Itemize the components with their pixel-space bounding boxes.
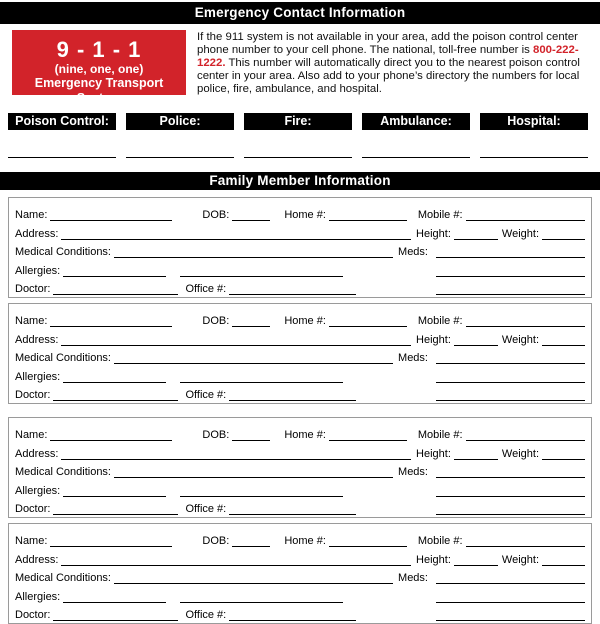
name-fill-line[interactable] <box>50 220 172 221</box>
meds-fill-line[interactable] <box>436 363 585 364</box>
address-fill-line[interactable] <box>61 239 411 240</box>
hospital-fill-line[interactable] <box>480 157 588 158</box>
office-phone-fill-line[interactable] <box>229 400 356 401</box>
police-fill-line[interactable] <box>126 157 234 158</box>
mobile-phone-fill-line[interactable] <box>466 440 585 441</box>
height-label: Height: <box>416 333 451 346</box>
doctor-fill-line[interactable] <box>53 400 178 401</box>
dob-label: DOB: <box>202 315 230 328</box>
section-header-emergency-title: Emergency Contact Information <box>194 5 406 20</box>
office-phone-label: Office #: <box>185 609 227 622</box>
height-label: Height: <box>416 447 451 460</box>
mobile-phone-fill-line[interactable] <box>466 326 585 327</box>
poison-control-fill-line[interactable] <box>8 157 116 158</box>
allergies-fill-line-2[interactable] <box>180 496 343 497</box>
meds-fill-line-3[interactable] <box>436 620 585 621</box>
poison-control-phone-number: 800-222-1222. <box>197 44 579 70</box>
name-label: Name: <box>15 315 48 328</box>
home-phone-fill-line[interactable] <box>329 220 407 221</box>
allergies-fill-line[interactable] <box>63 382 166 383</box>
office-phone-fill-line[interactable] <box>229 294 356 295</box>
family-member-block <box>8 523 592 624</box>
poison-control-label: Poison Control: <box>8 113 116 130</box>
allergies-fill-line[interactable] <box>63 602 166 603</box>
address-label: Address: <box>15 227 59 240</box>
member-row-identity <box>15 423 585 442</box>
allergies-fill-line[interactable] <box>63 276 166 277</box>
name-label: Name: <box>15 429 48 442</box>
weight-fill-line[interactable] <box>542 565 585 566</box>
office-phone-label: Office #: <box>185 389 227 402</box>
height-label: Height: <box>416 553 451 566</box>
weight-fill-line[interactable] <box>542 345 585 346</box>
dob-fill-line[interactable] <box>232 220 270 221</box>
section-header-family <box>0 172 600 190</box>
home-phone-label: Home #: <box>284 315 326 328</box>
mobile-phone-fill-line[interactable] <box>466 546 585 547</box>
allergies-fill-line-2[interactable] <box>180 276 343 277</box>
address-fill-line[interactable] <box>61 565 411 566</box>
meds-fill-line-2[interactable] <box>436 496 585 497</box>
name-fill-line[interactable] <box>50 440 172 441</box>
member-row-doctor <box>15 604 585 623</box>
office-phone-fill-line[interactable] <box>229 514 356 515</box>
hospital-label: Hospital: <box>480 113 588 130</box>
medical-conditions-label: Medical Conditions: <box>15 572 111 585</box>
fire-label: Fire: <box>244 113 352 130</box>
mobile-phone-label: Mobile #: <box>417 209 463 222</box>
member-row-address <box>15 442 585 461</box>
medical-conditions-label: Medical Conditions: <box>15 246 111 259</box>
dob-label: DOB: <box>202 535 230 548</box>
meds-fill-line[interactable] <box>436 583 585 584</box>
meds-fill-line-3[interactable] <box>436 400 585 401</box>
dob-label: DOB: <box>202 209 230 222</box>
address-fill-line[interactable] <box>61 345 411 346</box>
police-label: Police: <box>126 113 234 130</box>
family-member-block <box>8 197 592 298</box>
911-words: (nine, one, one) <box>54 62 144 76</box>
allergies-fill-line-2[interactable] <box>180 602 343 603</box>
member-row-medical <box>15 461 585 480</box>
contact-col-hospital <box>480 113 588 158</box>
medical-conditions-fill-line[interactable] <box>114 477 393 478</box>
meds-fill-line-3[interactable] <box>436 514 585 515</box>
allergies-label: Allergies: <box>15 370 61 383</box>
meds-fill-line[interactable] <box>436 257 585 258</box>
height-fill-line[interactable] <box>454 345 498 346</box>
fire-fill-line[interactable] <box>244 157 352 158</box>
dob-fill-line[interactable] <box>232 546 270 547</box>
poison-control-instructions <box>197 31 596 96</box>
weight-fill-line[interactable] <box>542 459 585 460</box>
member-row-address <box>15 328 585 347</box>
section-header-family-title: Family Member Information <box>209 173 391 189</box>
meds-fill-line-3[interactable] <box>436 294 585 295</box>
home-phone-label: Home #: <box>284 209 326 222</box>
member-row-allergies <box>15 479 585 498</box>
member-row-identity <box>15 529 585 548</box>
member-row-allergies <box>15 259 585 278</box>
member-row-identity <box>15 203 585 222</box>
weight-fill-line[interactable] <box>542 239 585 240</box>
member-row-doctor <box>15 278 585 297</box>
meds-fill-line-2[interactable] <box>436 602 585 603</box>
home-phone-fill-line[interactable] <box>329 326 407 327</box>
contact-col-poison-control <box>8 113 116 158</box>
member-row-identity <box>15 309 585 328</box>
height-fill-line[interactable] <box>454 239 498 240</box>
medical-conditions-label: Medical Conditions: <box>15 466 111 479</box>
weight-label: Weight: <box>501 447 539 460</box>
ambulance-fill-line[interactable] <box>362 157 470 158</box>
family-member-block <box>8 417 592 518</box>
911-caption: Emergency Transport System <box>34 76 164 105</box>
name-label: Name: <box>15 209 48 222</box>
home-phone-label: Home #: <box>284 535 326 548</box>
instructions-text-before: If the 911 system is not available in your area, add the poison control center phone number to your cell phone. The national, toll-free number is <box>197 31 578 57</box>
allergies-fill-line[interactable] <box>63 496 166 497</box>
family-member-list <box>0 197 600 624</box>
section-header-emergency <box>0 2 600 24</box>
home-phone-fill-line[interactable] <box>329 440 407 441</box>
contact-col-ambulance <box>362 113 470 158</box>
member-row-address <box>15 548 585 567</box>
name-label: Name: <box>15 535 48 548</box>
height-fill-line[interactable] <box>454 459 498 460</box>
medical-conditions-fill-line[interactable] <box>114 363 393 364</box>
doctor-fill-line[interactable] <box>53 294 178 295</box>
weight-label: Weight: <box>501 553 539 566</box>
mobile-phone-label: Mobile #: <box>417 535 463 548</box>
meds-label: Meds: <box>398 572 428 585</box>
doctor-label: Doctor: <box>15 389 51 402</box>
instructions-text-after: This number will automatically direct you to the nearest poison control center in your area. Also add to your phone’s directory the numbers for local police, fire, ambulance, and hospital. <box>197 57 580 96</box>
meds-label: Meds: <box>398 246 428 259</box>
name-fill-line[interactable] <box>50 546 172 547</box>
ambulance-label: Ambulance: <box>362 113 470 130</box>
doctor-fill-line[interactable] <box>53 514 178 515</box>
height-fill-line[interactable] <box>454 565 498 566</box>
office-phone-fill-line[interactable] <box>229 620 356 621</box>
911-number: 9 - 1 - 1 <box>56 37 142 62</box>
member-row-medical <box>15 567 585 586</box>
office-phone-label: Office #: <box>185 503 227 516</box>
allergies-fill-line-2[interactable] <box>180 382 343 383</box>
meds-fill-line[interactable] <box>436 477 585 478</box>
address-label: Address: <box>15 447 59 460</box>
doctor-fill-line[interactable] <box>53 620 178 621</box>
weight-label: Weight: <box>501 227 539 240</box>
meds-label: Meds: <box>398 466 428 479</box>
address-label: Address: <box>15 553 59 566</box>
dob-fill-line[interactable] <box>232 440 270 441</box>
meds-fill-line-2[interactable] <box>436 382 585 383</box>
member-row-medical <box>15 347 585 366</box>
address-fill-line[interactable] <box>61 459 411 460</box>
height-label: Height: <box>416 227 451 240</box>
office-phone-label: Office #: <box>185 283 227 296</box>
mobile-phone-label: Mobile #: <box>417 429 463 442</box>
emergency-contacts-row <box>8 113 588 158</box>
medical-conditions-fill-line[interactable] <box>114 257 393 258</box>
member-row-doctor <box>15 498 585 517</box>
doctor-label: Doctor: <box>15 503 51 516</box>
mobile-phone-fill-line[interactable] <box>466 220 585 221</box>
contact-col-fire <box>244 113 352 158</box>
home-phone-fill-line[interactable] <box>329 546 407 547</box>
doctor-label: Doctor: <box>15 283 51 296</box>
doctor-label: Doctor: <box>15 609 51 622</box>
member-row-allergies <box>15 585 585 604</box>
weight-label: Weight: <box>501 333 539 346</box>
family-member-block <box>8 303 592 404</box>
medical-conditions-label: Medical Conditions: <box>15 352 111 365</box>
meds-fill-line-2[interactable] <box>436 276 585 277</box>
medical-conditions-fill-line[interactable] <box>114 583 393 584</box>
dob-fill-line[interactable] <box>232 326 270 327</box>
911-badge <box>12 30 186 105</box>
mobile-phone-label: Mobile #: <box>417 315 463 328</box>
allergies-label: Allergies: <box>15 590 61 603</box>
member-row-address <box>15 222 585 241</box>
allergies-label: Allergies: <box>15 484 61 497</box>
member-row-doctor <box>15 384 585 403</box>
member-row-medical <box>15 241 585 260</box>
meds-label: Meds: <box>398 352 428 365</box>
intro-section <box>12 30 596 105</box>
allergies-label: Allergies: <box>15 264 61 277</box>
name-fill-line[interactable] <box>50 326 172 327</box>
member-row-allergies <box>15 365 585 384</box>
home-phone-label: Home #: <box>284 429 326 442</box>
dob-label: DOB: <box>202 429 230 442</box>
contact-col-police <box>126 113 234 158</box>
address-label: Address: <box>15 333 59 346</box>
